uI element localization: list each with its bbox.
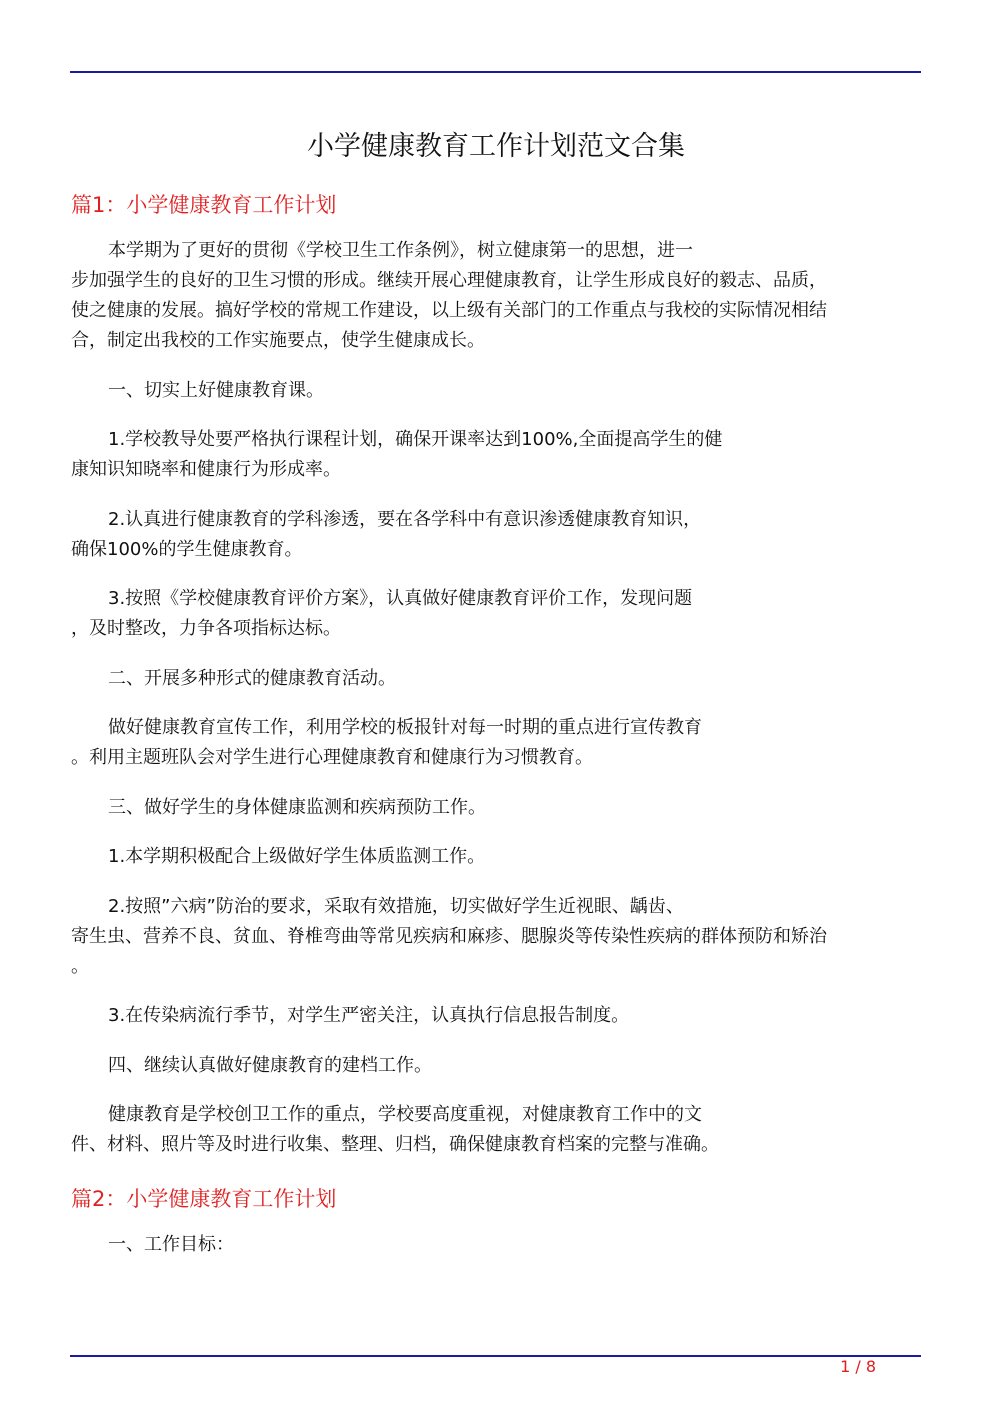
paragraph — [71, 1230, 921, 1260]
page-number: 1 / 8 — [840, 1357, 876, 1376]
paragraph-line: 1.本学期积极配合上级做好学生体质监测工作。 — [108, 846, 486, 867]
header-rule — [70, 71, 921, 73]
paragraph — [71, 713, 921, 773]
paragraph-line: 。利用主题班队会对学生进行心理健康教育和健康行为习惯教育。 — [71, 747, 593, 768]
paragraph-line: 3.按照《学校健康教育评价方案》，认真做好健康教育评价工作，发现问题 — [108, 588, 693, 609]
paragraph — [71, 664, 921, 694]
paragraph-line: 。 — [71, 955, 89, 977]
paragraph-line: 3.在传染病流行季节，对学生严密关注，认真执行信息报告制度。 — [108, 1005, 630, 1026]
paragraph-line: 做好健康教育宣传工作，利用学校的板报针对每一时期的重点进行宣传教育 — [108, 717, 702, 738]
paragraph-line: 寄生虫、营养不良、贫血、脊椎弯曲等常见疾病和麻疹、腮腺炎等传染性疾病的群体预防和矫治 — [71, 925, 827, 947]
paragraph — [71, 236, 921, 356]
paragraph — [71, 1001, 921, 1031]
document-body — [71, 186, 921, 1279]
paragraph — [71, 793, 921, 823]
paragraph-line: 健康教育是学校创卫工作的重点，学校要高度重视，对健康教育工作中的文 — [108, 1104, 702, 1125]
paragraph-line: 一、工作目标： — [108, 1233, 234, 1255]
paragraph-line: 三、做好学生的身体健康监测和疾病预防工作。 — [108, 796, 486, 818]
paragraph — [71, 425, 921, 485]
footer-rule — [70, 1355, 921, 1357]
section-heading: 篇1：小学健康教育工作计划 — [71, 193, 337, 217]
paragraph-line: 2.认真进行健康教育的学科渗透，要在各学科中有意识渗透健康教育知识， — [108, 508, 702, 530]
section-heading: 篇2：小学健康教育工作计划 — [71, 1186, 337, 1211]
paragraph-line: 本学期为了更好的贯彻《学校卫生工作条例》，树立健康第一的思想，进一 — [108, 240, 693, 261]
paragraph — [71, 584, 921, 644]
paragraph-line: 一、切实上好健康教育课。 — [108, 379, 324, 401]
paragraph-line: 2.按照”六病”防治的要求，采取有效措施，切实做好学生近视眼、龋齿、 — [108, 895, 684, 917]
paragraph-line: 康知识知晓率和健康行为形成率。 — [71, 459, 341, 480]
paragraph — [71, 376, 921, 406]
paragraph-line: 1.学校教导处要严格执行课程计划，确保开课率达到100%,全面提高学生的健 — [108, 429, 723, 450]
paragraph — [71, 505, 921, 565]
paragraph — [71, 1051, 921, 1081]
paragraph-line: 四、继续认真做好健康教育的建档工作。 — [108, 1054, 432, 1076]
paragraph — [71, 892, 921, 982]
paragraph-line: 使之健康的发展。搞好学校的常规工作建设，以上级有关部门的工作重点与我校的实际情况相结 — [71, 300, 827, 321]
paragraph-line: ，及时整改，力争各项指标达标。 — [71, 618, 341, 639]
paragraph — [71, 1100, 921, 1160]
paragraph-line: 步加强学生的良好的卫生习惯的形成。继续开展心理健康教育，让学生形成良好的毅志、品质， — [71, 270, 827, 291]
paragraph-line: 件、材料、照片等及时进行收集、整理、归档，确保健康教育档案的完整与准确。 — [71, 1134, 719, 1155]
document-title: 小学健康教育工作计划范文合集 — [307, 131, 685, 162]
paragraph-line: 确保100%的学生健康教育。 — [71, 538, 303, 560]
paragraph-line: 合，制定出我校的工作实施要点，使学生健康成长。 — [71, 330, 485, 351]
paragraph-line: 二、开展多种形式的健康教育活动。 — [108, 667, 396, 689]
paragraph — [71, 842, 921, 872]
